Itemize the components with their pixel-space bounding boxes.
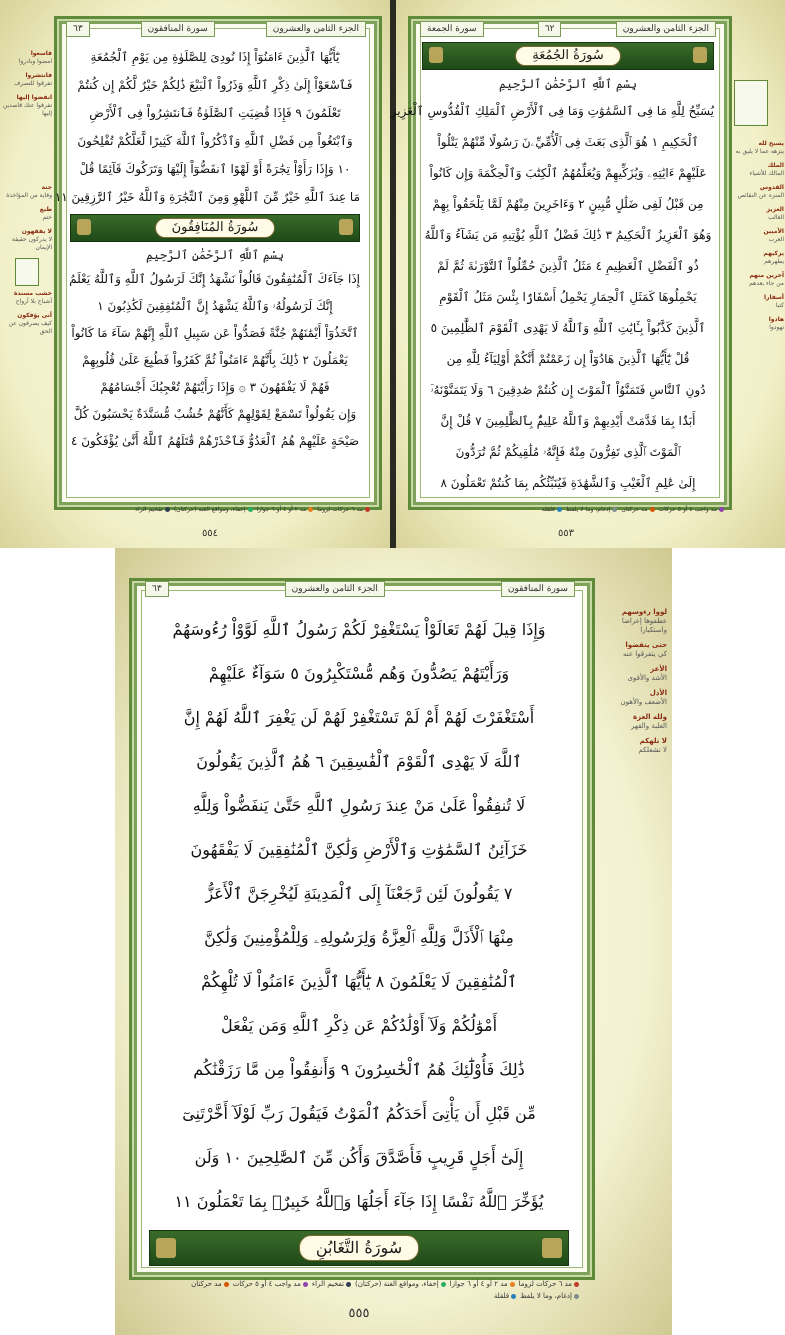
surah-banner	[422, 42, 714, 70]
verse-line: مِن قَبْلُ لَفِى ضَلَٰلٍ مُّبِينٍ ٢ وَءَاخَرِينَ مِنْهُمْ لَمَّا يَلْحَقُواْ بِهِمْ	[432, 197, 704, 211]
margin-notes-right	[732, 140, 784, 338]
header-juz-name: الجزء الثامن والعشرون	[285, 581, 385, 597]
header-surah-name: سورة المنافقون	[141, 21, 215, 37]
verse-line: أَبَدًۢا بِمَا قَدَّمَتْ أَيْدِيهِمْ وَٱللَّهُ عَلِيمٌۢ بِٱلظَّٰلِمِينَ ٧ قُلْ إِنَّ	[440, 414, 696, 428]
margin-note: جنة وقاية من المؤاخذة	[6, 184, 52, 199]
verse-line: ذَٰلِكَ فَأُوْلَٰٓئِكَ هُمُ ٱلْخَٰسِرُونَ ٩ وَأَنفِقُواْ مِن مَّا رَزَقْنَٰكُم	[193, 1060, 525, 1079]
verse-line: لَا تُنفِقُواْ عَلَىٰ مَنْ عِندَ رَسُولِ ٱللَّهِ حَتَّىٰ يَنفَضُّواْ وَلِلَّهِ	[192, 796, 526, 815]
page-header	[66, 20, 366, 38]
verse-line: مِنْهَا ٱلْأَذَلَّ وَلِلَّهِ ٱلْعِزَّةُ وَلِرَسُولِهِۦ وَلِلْمُؤْمِنِينَ وَلَٰكِنَّ	[204, 928, 514, 947]
verse-line: فَٱسْعَوْاْ إِلَىٰ ذِكْرِ ٱللَّهِ وَذَرُواْ ٱلْبَيْعَ ذَٰلِكُمْ خَيْرٌ لَّكُمْ إِن كُنتُمْ	[77, 78, 353, 92]
margin-note: الأذل الأضعف والأهون	[620, 689, 667, 706]
legend-item: قلقلة	[494, 1292, 516, 1300]
verse-line: يُؤَخِّرَ ٱللَّهُ نَفْسًا إِذَا جَآءَ أَجَلُهَا وَٱللَّهُ خَبِيرٌۢ بِمَا تَعْمَلُونَ ١١	[174, 1192, 544, 1211]
margin-note: الأميين العرب	[763, 228, 784, 243]
legend-item: مد حركتان	[621, 506, 654, 513]
header-surah-name: سورة الجمعة	[420, 21, 484, 37]
legend-item: مد ٢ أو ٤ أو ٦ جوازا	[450, 1280, 515, 1288]
tajweed-legend	[60, 506, 370, 513]
legend-item: إخفاء، ومواقع الغنة (حركتان)	[355, 1280, 446, 1288]
verse-line: ٱللَّهَ لَا يَهْدِى ٱلْقَوْمَ ٱلْفَٰسِقِينَ ٦ هُمُ ٱلَّذِينَ يَقُولُونَ	[196, 752, 522, 771]
legend-item: إدغام، وما لا يلفظ	[520, 1292, 579, 1300]
legend-item: قلقلة	[542, 506, 562, 513]
verse-line: ٧ يَقُولُونَ لَئِن رَّجَعْنَآ إِلَى ٱلْمَدِينَةِ لَيُخْرِجَنَّ ٱلْأَعَزُّ	[205, 884, 513, 903]
legend-item: مد ٢ أو ٤ أو ٦ جوازا	[257, 506, 314, 513]
margin-note: أسفارا كتبا	[763, 294, 784, 309]
verse-line: إِذَا جَآءَكَ ٱلْمُنَٰفِقُونَ قَالُواْ نَشْهَدُ إِنَّكَ لَرَسُولُ ٱللَّهِ وَٱللَّهُ يَعْلَمُ	[69, 272, 360, 286]
margin-note: لووا رءوسهم عطفوها إعراضا واستكبارا	[621, 608, 667, 634]
margin-note: العزيز الغالب	[766, 206, 784, 221]
page-header	[145, 580, 575, 598]
verse-line: ٱلْمُنَٰفِقِينَ لَا يَعْلَمُونَ ٨ يَٰٓأَيُّهَا ٱلَّذِينَ ءَامَنُواْ لَا تُلْهِكُمْ	[201, 972, 517, 991]
verse-line: عَلَيْهِمْ ءَايَٰتِهِۦ وَيُزَكِّيهِمْ وَيُعَلِّمُهُمُ ٱلْكِتَٰبَ وَٱلْحِكْمَةَ وَإِن كَانُواْ	[429, 166, 707, 180]
header-chapter-number: ٦٢	[538, 21, 562, 37]
verse-line: أَسْتَغْفَرْتَ لَهُمْ أَمْ لَمْ تَسْتَغْفِرْ لَهُمْ لَن يَغْفِرَ ٱللَّهُ لَهُمْ إِنَّ	[183, 708, 535, 727]
page-header	[420, 20, 716, 38]
margin-note: يسبح لله ينزهه عما لا يليق به	[735, 140, 784, 155]
margin-note: الأعز الأشد والأقوى	[627, 665, 667, 682]
margin-note: لا تلهكم لا تشغلكم	[638, 737, 667, 754]
legend-item: مد حركتان	[191, 1280, 229, 1288]
verse-line: ١٠ وَإِذَا رَأَوْاْ تِجَٰرَةً أَوْ لَهْوًا ٱنفَضُّوٓاْ إِلَيْهَا وَتَرَكُوكَ قَآئِمًا قُلْ	[79, 162, 351, 176]
legend-item: تفخيم الراء	[135, 506, 170, 513]
banner-ornament-icon	[339, 219, 353, 235]
juz-marker-icon	[15, 258, 39, 286]
header-surah-name: سورة المنافقون	[501, 581, 575, 597]
page-bottom	[115, 548, 672, 1335]
margin-note: انفضوا إليها تفرقوا عنك قاصدين إليها	[2, 94, 52, 117]
surah-banner	[149, 1230, 569, 1266]
verse-line: خَزَآئِنُ ٱلسَّمَٰوَٰتِ وَٱلْأَرْضِ وَلَٰكِنَّ ٱلْمُنَٰفِقِينَ لَا يَفْقَهُونَ	[190, 840, 528, 859]
header-juz-name: الجزء الثامن والعشرون	[616, 21, 716, 37]
legend-item: مد ٦ حركات لزوما	[519, 1280, 579, 1288]
banner-ornament-icon	[77, 219, 91, 235]
legend-item: مد ٦ حركات لزوما	[317, 506, 370, 513]
margin-note: خشب مسندة أشباح بلا أرواح	[13, 290, 52, 305]
legend-item: تفخيم الراء	[312, 1280, 351, 1288]
verse-line: ٱلْحَكِيمِ ١ هُوَ ٱلَّذِى بَعَثَ فِى ٱلْأُمِّيِّۦنَ رَسُولًا مِّنْهُمْ يَتْلُواْ	[437, 135, 699, 149]
two-page-spread	[0, 0, 785, 548]
verses-block	[54, 44, 360, 455]
surah-title: سُورَةُ التَّغَابُنِ	[299, 1235, 419, 1261]
verse-line: يَعْمَلُونَ ٢ ذَٰلِكَ بِأَنَّهُمْ ءَامَنُواْ ثُمَّ كَفَرُواْ فَطُبِعَ عَلَىٰ قُلُوبِهِمْ	[82, 353, 348, 367]
margin-note: أنى يؤفكون كيف يصرفون عن الحق	[8, 312, 52, 335]
margin-note: آخرين منهم من جاء بعدهم	[749, 272, 784, 287]
verse-line: وَإِذَا قِيلَ لَهُمْ تَعَالَوْاْ يَسْتَغْفِرْ لَكُمْ رَسُولُ ٱللَّهِ لَوَّوْاْ رُءُوسَهُمْ	[172, 620, 546, 639]
verse-line: دُونِ ٱلنَّاسِ فَتَمَنَّوُاْ ٱلْمَوْتَ إِن كُنتُمْ صَٰدِقِينَ ٦ وَلَا يَتَمَنَّوْنَهُۥٓ	[430, 383, 706, 397]
verse-line: صَيْحَةٍ عَلَيْهِمْ هُمُ ٱلْعَدُوُّ فَٱحْذَرْهُمْ قَٰتَلَهُمُ ٱللَّهُ أَنَّىٰ يُؤْفَكُونَ ٤	[70, 434, 360, 448]
header-chapter-number: ٦٣	[66, 21, 90, 37]
verse-line: إِلَىٰٓ أَجَلٍ قَرِيبٍ فَأَصَّدَّقَ وَأَكُن مِّنَ ٱلصَّٰلِحِينَ ١٠ وَلَن	[194, 1148, 524, 1167]
banner-ornament-icon	[693, 47, 707, 63]
margin-note: القدوس المنزه عن النقائص	[737, 184, 784, 199]
margin-note: هادوا تهودوا	[768, 316, 784, 331]
verse-line: وَإِن يَقُولُواْ تَسْمَعْ لِقَوْلِهِمْ كَأَنَّهُمْ خُشُبٌ مُّسَنَّدَةٌ يَحْسَبُونَ كُلَّ	[73, 407, 357, 421]
margin-note: فاسعوا امضوا وبادروا	[18, 50, 52, 65]
verse-line: وَهُوَ ٱلْعَزِيزُ ٱلْحَكِيمُ ٣ ذَٰلِكَ فَضْلُ ٱللَّهِ يُؤْتِيهِ مَن يَشَآءُ وَٱللَّهُ	[424, 228, 712, 242]
verse-line: قُلْ يَٰٓأَيُّهَا ٱلَّذِينَ هَادُوٓاْ إِن زَعَمْتُمْ أَنَّكُمْ أَوْلِيَآءُ لِلَّهِ مِن	[446, 352, 690, 366]
tajweed-legend	[414, 506, 724, 513]
page-number: ٥٥٤	[201, 528, 219, 539]
verses-block	[149, 608, 569, 1268]
margin-note: فانتشروا تفرقوا للتصرف	[14, 72, 52, 87]
margin-note: الملك المالك للأشياء	[749, 162, 784, 177]
verse-line: إِنَّكَ لَرَسُولُهُۥ وَٱللَّهُ يَشْهَدُ إِنَّ ٱلْمُنَٰفِقِينَ لَكَٰذِبُونَ ١	[97, 299, 333, 313]
page-right	[390, 0, 785, 548]
verse-line: يَٰٓأَيُّهَا ٱلَّذِينَ ءَامَنُوٓاْ إِذَا نُودِىَ لِلصَّلَوٰةِ مِن يَوْمِ ٱلْجُمُعَةِ	[90, 50, 340, 64]
margin-note: يزكيهم يطهرهم	[763, 250, 784, 265]
verse-line: ٱتَّخَذُوٓاْ أَيْمَٰنَهُمْ جُنَّةً فَصَدُّواْ عَن سَبِيلِ ٱللَّهِ إِنَّهُمْ سَآءَ مَا كَانُواْ	[71, 326, 359, 340]
margin-note: طبع ختم	[39, 206, 52, 221]
verse-line: تَعْلَمُونَ ٩ فَإِذَا قُضِيَتِ ٱلصَّلَوٰةُ فَٱنتَشِرُواْ فِى ٱلْأَرْضِ	[89, 106, 341, 120]
margin-note: حتى ينفضوا كي يتفرقوا عنه	[622, 641, 667, 658]
verse-line: مِّن قَبْلِ أَن يَأْتِىَ أَحَدَكُمُ ٱلْمَوْتُ فَيَقُولَ رَبِّ لَوْلَآ أَخَّرْتَنِىٓ	[182, 1104, 536, 1123]
verse-line: وَرَأَيْتَهُمْ يَصُدُّونَ وَهُم مُّسْتَكْبِرُونَ ٥ سَوَآءٌ عَلَيْهِمْ	[208, 664, 510, 683]
basmala: بِسْمِ ٱللَّهِ ٱلرَّحْمَٰنِ ٱلرَّحِيمِ	[145, 248, 284, 262]
surah-title: سُورَةُ المُنَافِقُونَ	[155, 218, 276, 238]
legend-item: مد واجب ٤ أو ٥ حركات	[233, 1280, 308, 1288]
tajweed-legend	[139, 1280, 579, 1300]
surah-title: سُورَةُ الجُمُعَةِ	[515, 46, 621, 66]
verse-line: ٱلْمَوْتَ ٱلَّذِى تَفِرُّونَ مِنْهُ فَإِنَّهُۥ مُلَٰقِيكُمْ ثُمَّ تُرَدُّونَ	[455, 445, 681, 459]
verse-line: إِلَىٰ عَٰلِمِ ٱلْغَيْبِ وَٱلشَّهَٰدَةِ فَيُنَبِّئُكُم بِمَا كُنتُمْ تَعْمَلُونَ ٨	[440, 476, 696, 490]
banner-ornament-icon	[542, 1238, 562, 1258]
verse-line: يَحْمِلُوهَا كَمَثَلِ ٱلْحِمَارِ يَحْمِلُ أَسْفَارًۢا بِئْسَ مَثَلُ ٱلْقَوْمِ	[439, 290, 697, 304]
verse-line: أَمْوَٰلُكُمْ وَلَآ أَوْلَٰدُكُمْ عَن ذِكْرِ ٱللَّهِ وَمَن يَفْعَلْ	[220, 1016, 498, 1035]
legend-item: مد واجب ٤ أو ٥ حركات	[659, 506, 724, 513]
legend-item: إدغام، وما لا يلفظ	[566, 506, 617, 513]
margin-note: لا يفقهون لا يدركون حقيقة الإيمان	[11, 228, 52, 251]
verses-block	[390, 40, 714, 499]
margin-note: ولله العزة الغلبة والقهر	[631, 713, 667, 730]
surah-banner	[70, 214, 360, 242]
verse-line: يُسَبِّحُ لِلَّهِ مَا فِى ٱلسَّمَٰوَٰتِ وَمَا فِى ٱلْأَرْضِ ٱلْمَلِكِ ٱلْقُدُّوسِ ٱلْعَزِيزِ	[390, 104, 714, 118]
legend-item: إخفاء، ومواقع الغنة (حركتان)	[174, 506, 253, 513]
header-chapter-number: ٦٣	[145, 581, 169, 597]
margin-notes-bottom	[595, 608, 667, 761]
hizb-marker-icon	[734, 80, 768, 126]
margin-notes-left	[2, 50, 52, 342]
verse-line: مَا عِندَ ٱللَّهِ خَيْرٌ مِّنَ ٱللَّهْوِ وَمِنَ ٱلتِّجَٰرَةِ وَٱللَّهُ خَيْرُ ٱلرَّٰزِقِينَ ١١	[54, 190, 360, 204]
banner-ornament-icon	[156, 1238, 176, 1258]
page-number: ٥٥٣	[557, 528, 575, 539]
basmala: بِسْمِ ٱللَّهِ ٱلرَّحْمَٰنِ ٱلرَّحِيمِ	[498, 77, 637, 91]
verse-line: وَٱبْتَغُواْ مِن فَضْلِ ٱللَّهِ وَٱذْكُرُواْ ٱللَّهَ كَثِيرًا لَّعَلَّكُمْ تُفْلِحُونَ	[77, 134, 353, 148]
header-juz-name: الجزء الثامن والعشرون	[266, 21, 366, 37]
verse-line: ٱلَّذِينَ كَذَّبُواْ بِـَٔايَٰتِ ٱللَّهِ وَٱللَّهُ لَا يَهْدِى ٱلْقَوْمَ ٱلظَّٰلِمِينَ ٥	[430, 321, 706, 335]
verse-line: ذُو ٱلْفَضْلِ ٱلْعَظِيمِ ٤ مَثَلُ ٱلَّذِينَ حُمِّلُواْ ٱلتَّوْرَىٰةَ ثُمَّ لَمْ	[437, 259, 699, 273]
verse-line: فَهُمْ لَا يَفْقَهُونَ ٣ ۞ وَإِذَا رَأَيْتَهُمْ تُعْجِبُكَ أَجْسَامُهُمْ	[100, 380, 330, 394]
banner-ornament-icon	[429, 47, 443, 63]
page-number: ٥٥٥	[348, 1306, 370, 1321]
page-left	[0, 0, 390, 548]
